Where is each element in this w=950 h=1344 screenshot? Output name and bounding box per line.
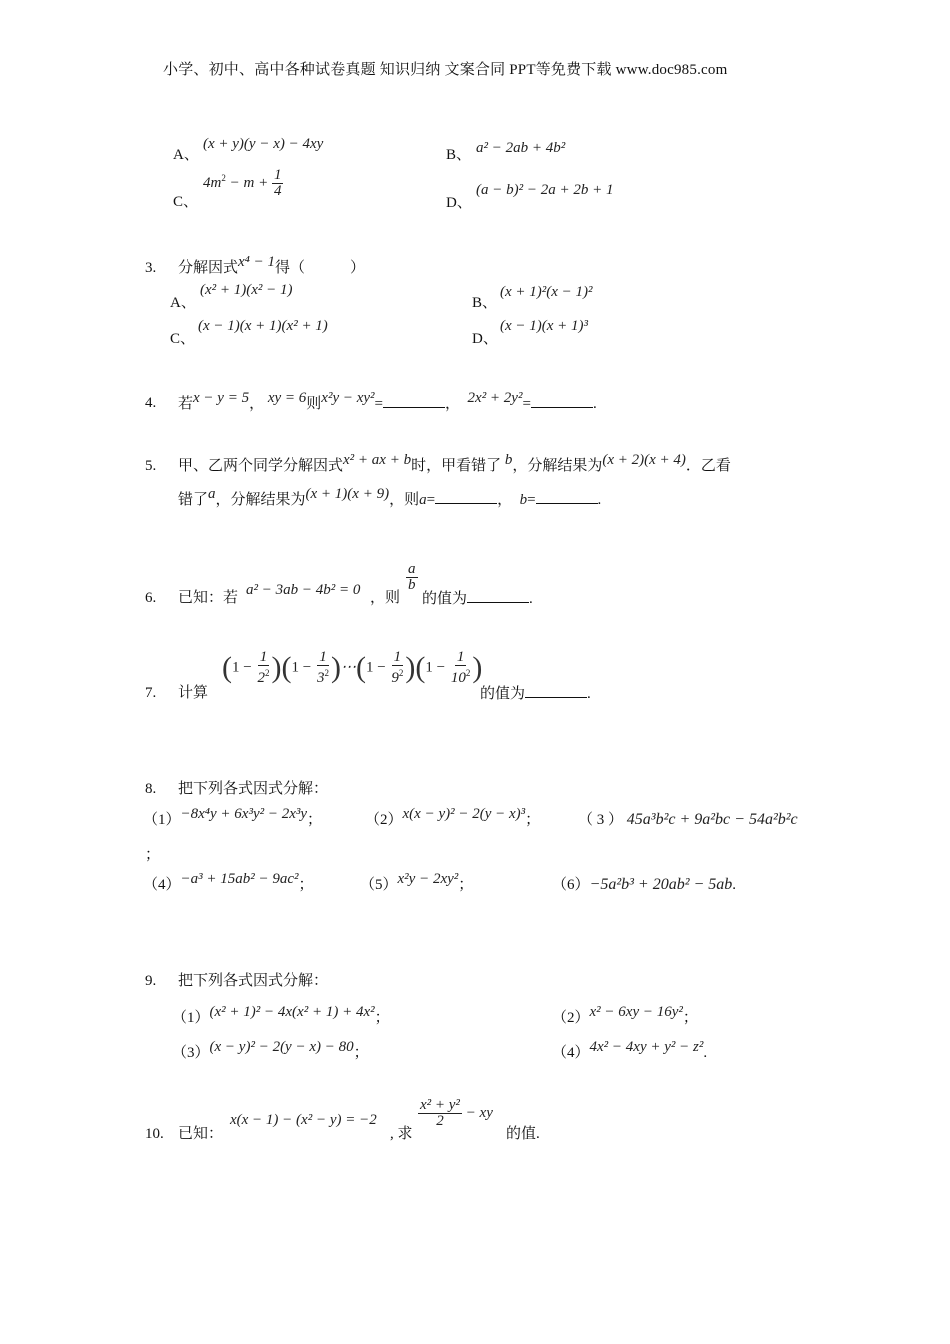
page-header: 小学、初中、高中各种试卷真题 知识归纳 文案合同 PPT等免费下载 www.doc985.com [163,62,728,78]
q5-line-1 [178,452,731,476]
q6-text-2: ，则 [370,590,401,606]
q2-option-a-label: A、 [173,147,199,163]
q3-number: 3. [145,260,157,276]
q8-item-1-sep: ； [307,812,323,828]
q3-option-d-expr: (x − 1)(x + 1)³ [500,318,589,334]
q9-item-3-expr: (x − y)² − 2(y − x) − 80 [209,1039,354,1055]
q10-expr-1: x(x − 1) − (x² − y) = −2 [230,1112,377,1128]
q4-text-2: ， [249,396,265,412]
q4-text-3: 则 [306,396,322,412]
q2-option-b-expr: a² − 2ab + 4b² [476,140,566,156]
q4-expr-2: xy = 6 [267,390,307,406]
q6-expr: a² − 3ab − 4b² = 0 [246,582,361,598]
q6-text-1: 已知：若 [178,590,239,606]
q4-body [178,390,597,414]
q9-item-1 [172,1004,390,1028]
q8-item-2 [365,806,541,830]
q5-answer-blank-b [536,489,598,504]
q7-ellipsis: ⋯ [340,659,356,676]
q3-option-d-label: D、 [472,331,498,347]
q5-line-2 [178,486,602,510]
q6-fraction-numerator: a [408,561,416,577]
q4-expr-1: x − y = 5 [193,390,250,406]
q5-answer-blank-a [435,489,497,504]
q10-number: 10. [145,1126,164,1142]
q6-answer-blank [467,588,529,603]
q8-item-3-expr: 45a³b²c + 9a²bc − 54a²b²c [626,811,798,828]
q8-item-2-sep: ； [525,812,541,828]
q2-option-c-expr: $4m^2 - m$ + $\frac{1}{4}$ [203,167,282,199]
q9-item-2-expr: x² − 6xy − 16y² [589,1004,683,1020]
q8-item-6-label: （6） [552,877,590,893]
q6-fraction-denominator: b [408,577,416,593]
q5-text-1d: ．乙看 [685,458,731,474]
q4-answer-blank-1 [383,393,445,408]
q6-value-label: 的值为 [422,591,468,607]
q6-fraction [406,562,418,593]
q3-expr: x⁴ − 1 [238,254,276,270]
q8-item-1 [143,806,323,830]
q9-item-1-label: （1） [172,1010,210,1026]
q2-option-a-expr: (x + y)(y − x) − 4xy [203,136,324,152]
q5-text-1b: 时，甲看错了 [411,458,502,474]
q5-text-1a: 甲、乙两个同学分解因式 [178,458,344,474]
q4-text-6: = [522,396,531,412]
q5-text-2d: = [426,492,436,508]
q3-option-c-expr: (x − 1)(x + 1)(x² + 1) [198,318,328,334]
q8-title: 把下列各式因式分解： [178,781,329,797]
q3-option-c-label: C、 [170,331,196,347]
q9-item-3-label: （3） [172,1045,210,1061]
q4-expr-3: x²y − xy² [321,390,375,406]
q9-item-2-label: （2） [552,1010,590,1026]
q10-minus-xy: − xy [465,1104,493,1121]
q4-number: 4. [145,395,157,411]
q9-item-3 [172,1039,369,1063]
q9-item-4-label: （4） [552,1045,590,1061]
q5-expr-1: x² + ax + b [343,452,412,468]
q8-item-6-expr: −5a²b³ + 20ab² − 5ab [589,876,733,893]
q8-item-4-label: （4） [143,877,181,893]
q4-text-7: . [592,396,597,412]
q4-text-1: 若 [178,396,194,412]
q3-option-a-label: A、 [170,295,196,311]
q5-text-2a: 错了 [178,492,209,508]
q2-option-c-label: C、 [173,194,199,210]
q8-item-3 [578,810,798,830]
q9-item-3-sep: ； [353,1045,369,1061]
q10-fraction-expr [418,1098,493,1129]
q5-expr-6: a [419,492,427,508]
q2-option-d-expr: (a − b)² − 2a + 2b + 1 [476,182,614,198]
q5-text-2e: ， [497,492,513,508]
q4-text-5: ， [445,396,461,412]
q5-expr-5: (x + 1)(x + 9) [305,486,390,502]
q10-fraction-numerator: x² + y² [420,1097,460,1113]
q9-item-4 [552,1039,708,1063]
q3-option-a-expr: (x² + 1)(x² − 1) [200,282,293,298]
q9-number: 9. [145,973,157,989]
q6-period: . [529,591,533,607]
q8-item-4-expr: −a³ + 15ab² − 9ac² [180,871,299,887]
q7-text-1: 计算 [178,685,209,701]
q8-item-3-label: （ 3 ） [578,812,624,828]
q7-number: 7. [145,685,157,701]
q9-item-1-expr: (x² + 1)² − 4x(x² + 1) + 4x² [209,1004,375,1020]
q9-item-2-sep: ； [682,1010,698,1026]
q9-title: 把下列各式因式分解： [178,973,329,989]
q8-item-1-label: （1） [143,812,181,828]
q9-item-4-expr: 4x² − 4xy + y² − z² [589,1039,704,1055]
q8-item-6-sep: . [732,877,737,893]
q9-item-1-sep: ； [374,1010,390,1026]
q8-wrap-semicolon: ； [145,847,161,863]
q8-item-5 [360,871,474,895]
q4-expr-4: 2x² + 2y² [467,390,523,406]
q3-option-b-label: B、 [472,295,498,311]
q3-prompt [178,254,366,278]
q5-expr-7: b [519,492,528,508]
q8-item-5-sep: ； [458,877,474,893]
q8-item-5-expr: x²y − 2xy² [397,871,459,887]
q2-option-d-label: D、 [446,195,472,211]
q9-item-2 [552,1004,698,1028]
q3-option-b-expr: (x + 1)²(x − 1)² [500,284,593,300]
q7-answer-blank [525,683,587,698]
q10-text-1: 已知： [178,1126,224,1142]
q4-answer-blank-2 [531,393,593,408]
q6-text-3 [422,588,533,609]
q8-item-4 [143,871,314,895]
q7-value-label: 的值为 [480,686,526,702]
q10-fraction-denominator: 2 [436,1113,444,1129]
q8-item-1-expr: −8x⁴y + 6x³y² − 2x³y [180,806,308,822]
q5-expr-4: a [208,486,216,502]
q10-text-3: 的值. [506,1126,540,1142]
q4-text-4: = [374,396,384,412]
q8-item-2-expr: x(x − y)² − 2(y − x)³ [402,806,526,822]
q3-prompt-a: 分解因式 [178,260,239,276]
q8-item-4-sep: ； [298,877,314,893]
q8-item-2-label: （2） [365,812,403,828]
q2-option-b-label: B、 [446,147,472,163]
q8-number: 8. [145,781,157,797]
q8-item-5-label: （5） [360,877,398,893]
q5-text-2f: = [527,492,536,508]
q7-text-2 [480,683,591,704]
q5-expr-3: (x + 2)(x + 4) [602,452,686,468]
q5-text-2b: ，分解结果为 [215,492,306,508]
q5-text-2c: ，则 [389,492,420,508]
q5-number: 5. [145,458,157,474]
q7-product-expr: (1 − $\frac{1}{2^2}$ )(1 − $\frac{1}{3^2}$ )⋯(1 − $\frac{1}{9^2}$ )(1 − $\frac{1}{10^2}$ ) [222,649,483,686]
q5-expr-2: b [504,452,513,468]
q3-prompt-b: 得（ ） [275,260,366,276]
q6-number: 6. [145,590,157,606]
q10-text-2: , 求 [390,1126,413,1142]
q9-item-4-sep: . [703,1045,708,1061]
q5-text-1c: ，分解结果为 [512,458,603,474]
q5-text-2g: . [597,492,602,508]
q8-item-6 [552,875,736,895]
q7-period: . [587,686,591,702]
